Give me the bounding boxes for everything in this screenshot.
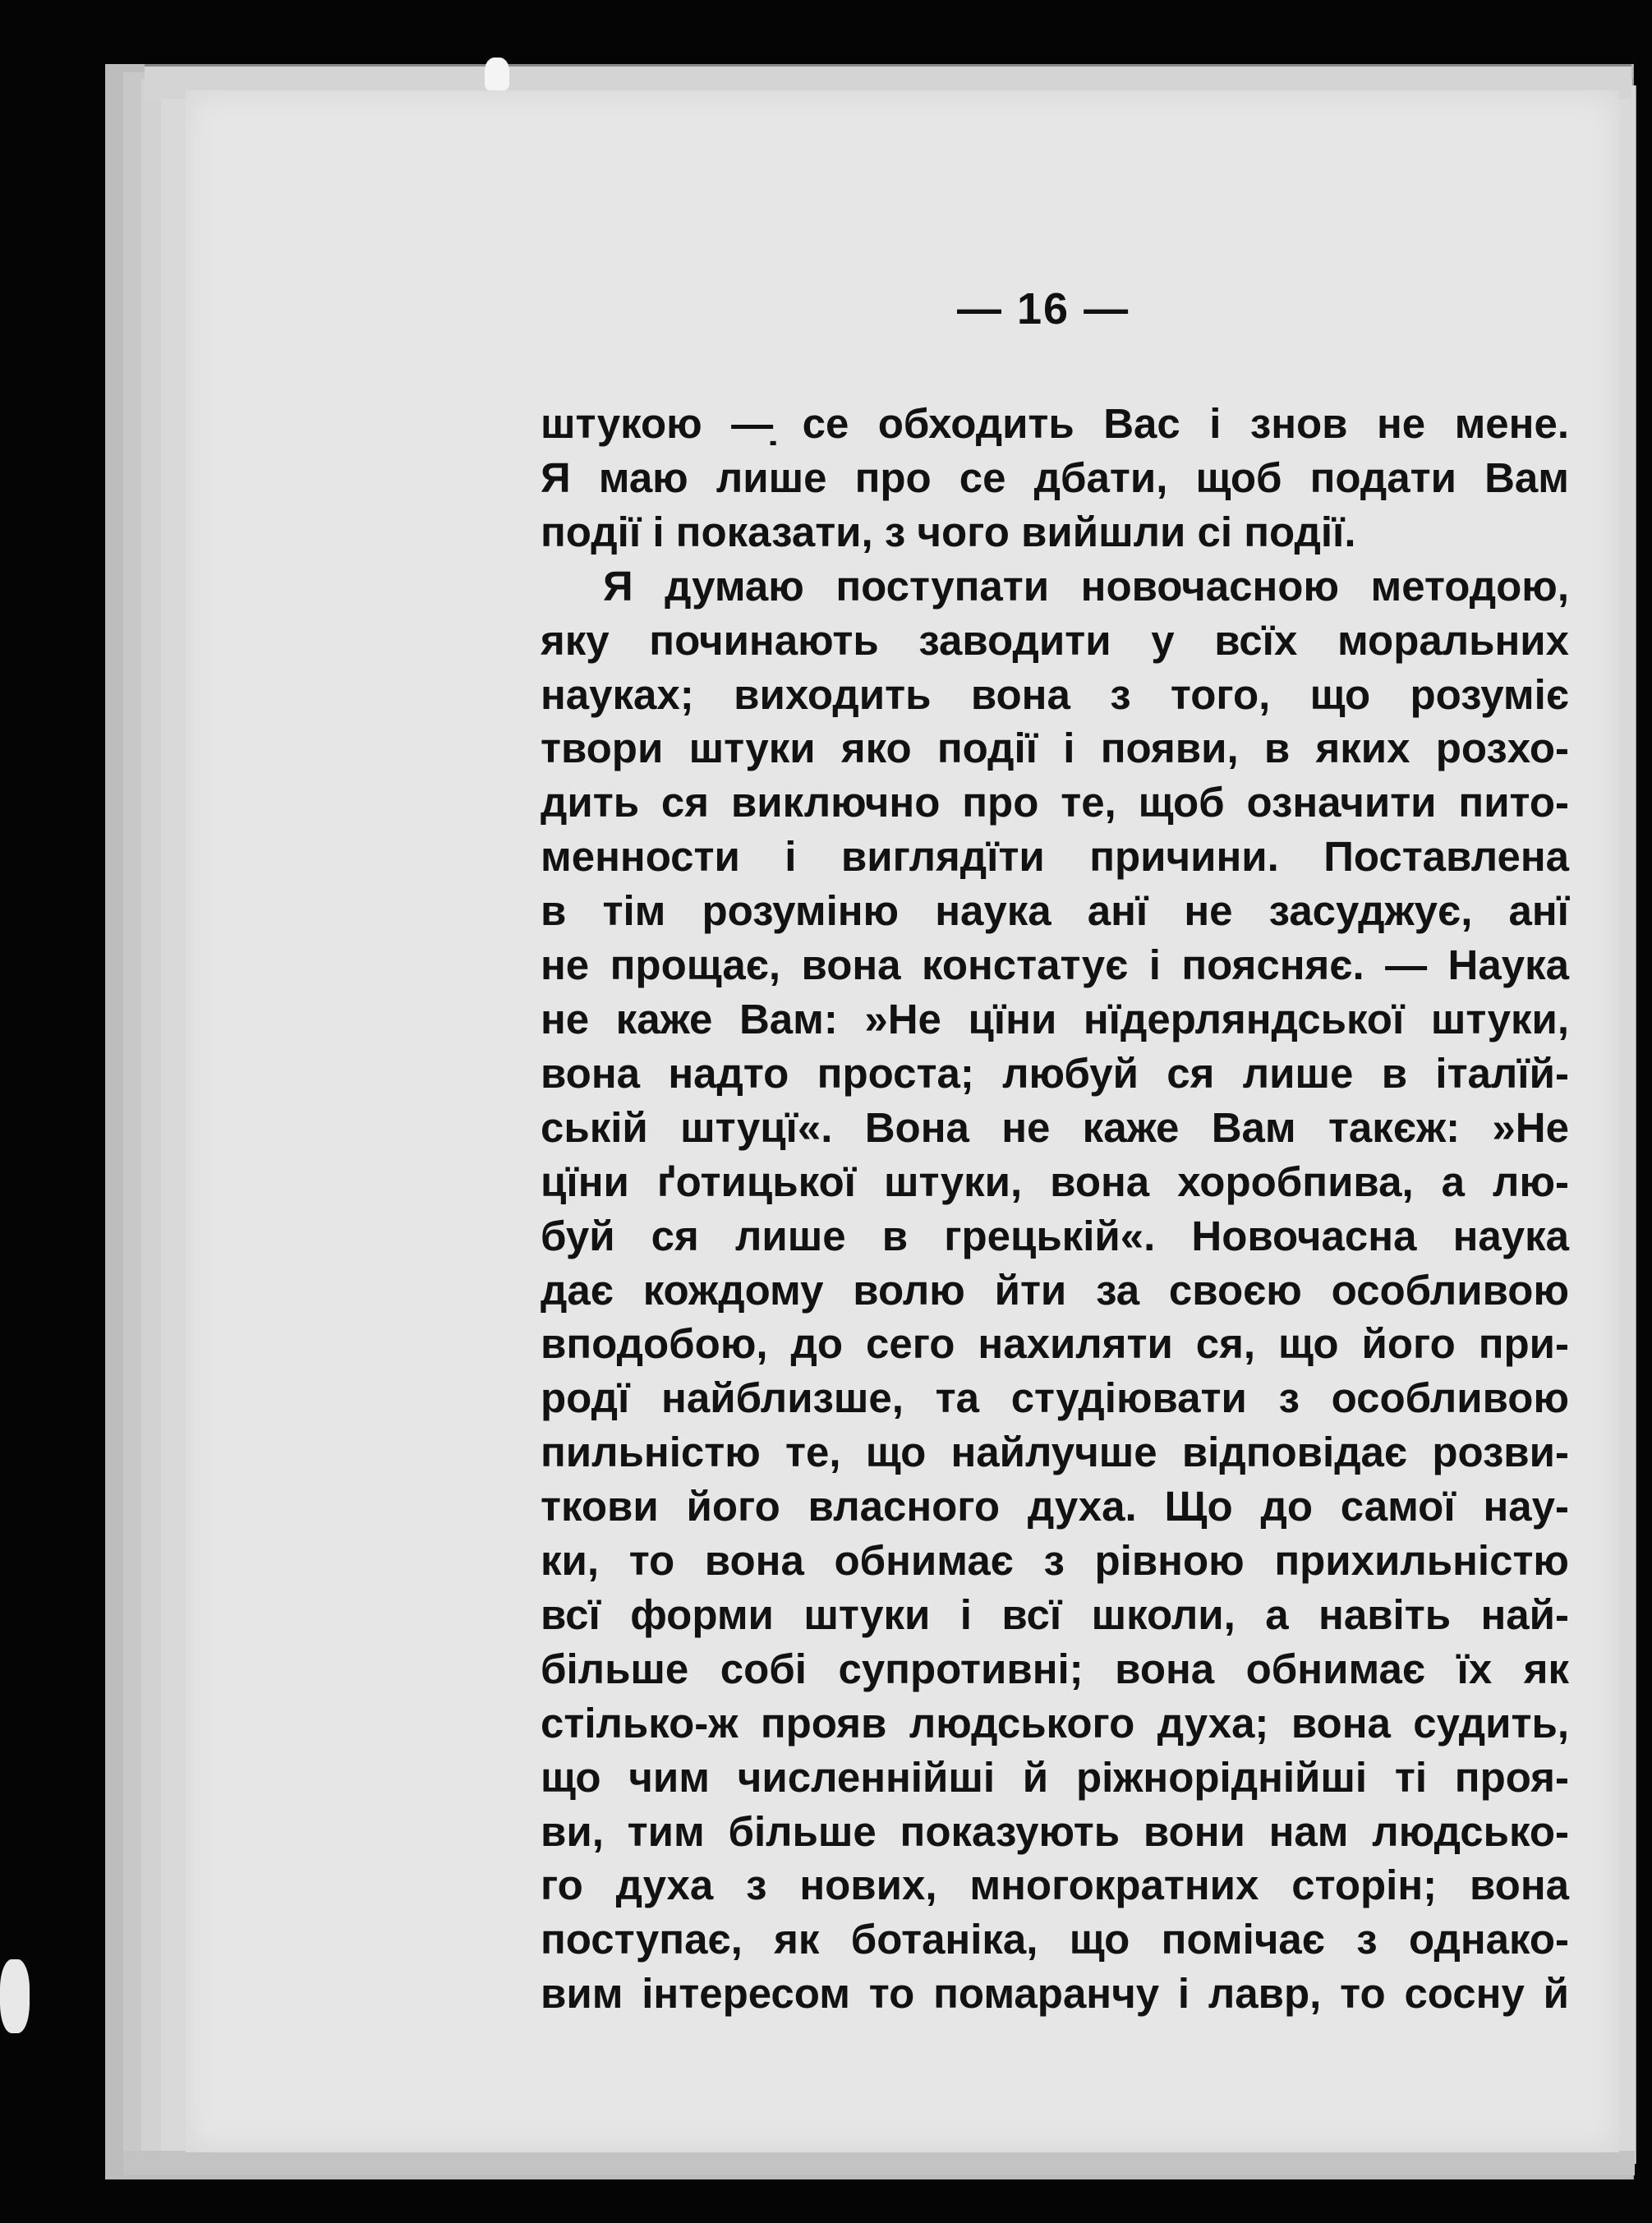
scan-artifact bbox=[0, 1959, 30, 2033]
text-line: штукою —̣ се обходить Вас і знов не мене. bbox=[541, 400, 1569, 447]
text-line: більше собі супротивні; вона обнимає їх як bbox=[541, 1645, 1569, 1692]
text-line: події і показати, з чого вийшли сі події. bbox=[541, 508, 1356, 555]
text-line: дить ся виключно про те, щоб означити пито- bbox=[541, 779, 1569, 826]
text-line: пильністю те, що найлучше відповідає розви- bbox=[541, 1429, 1569, 1476]
text-line: родї найблизше, та студіювати з особливою bbox=[541, 1374, 1569, 1422]
text-line: ки, то вона обнимає з рівною прихильністю bbox=[541, 1537, 1569, 1585]
text-line: не каже Вам: »Не цїни нїдерляндської штуки, bbox=[541, 995, 1569, 1042]
text-line: вим інтересом то помаранчу і лавр, то сосну й bbox=[541, 1970, 1569, 2018]
text-line: дає кождому волю йти за своєю особливою bbox=[541, 1266, 1569, 1314]
text-line: яку починають заводити у всїх моральних bbox=[541, 616, 1569, 664]
text-line: поступає, як ботаніка, що помічає з однако- bbox=[541, 1916, 1569, 1963]
text-line: Я маю лише про се дбати, щоб подати Вам bbox=[541, 453, 1569, 501]
text-line: що чим численнійші й ріжноріднійші ті проя- bbox=[541, 1753, 1569, 1801]
text-line: ви, тим більше показують вони нам людсько- bbox=[541, 1807, 1569, 1855]
text-line: Я думаю поступати новочасною методою, bbox=[603, 562, 1569, 610]
text-line: вона надто проста; любуй ся лише в італїй- bbox=[541, 1049, 1569, 1097]
text-line: вподобою, до сего нахиляти ся, що його при- bbox=[541, 1320, 1569, 1368]
text-line: науках; виходить вона з того, що розуміє bbox=[541, 670, 1569, 718]
text-line: в тім розуміню наука анї не засуджує, анї bbox=[541, 887, 1569, 935]
text-line: не прощає, вона констатує і поясняє. — Наука bbox=[541, 941, 1569, 989]
text-line: го духа з нових, многократних сторін; вона bbox=[541, 1862, 1569, 1909]
page-bottom-edge bbox=[123, 2151, 1635, 2175]
body-text bbox=[541, 397, 1569, 2021]
page-number: — 16 — bbox=[957, 284, 1130, 334]
text-line: ткови його власного духа. Що до самої нау- bbox=[541, 1483, 1569, 1530]
text-line: стілько-ж прояв людського духа; вона судить, bbox=[541, 1699, 1569, 1747]
text-line: цїни ґотицької штуки, вона хоробпива, а лю- bbox=[541, 1158, 1569, 1205]
text-line: менности і виглядїти причини. Поставлена bbox=[541, 833, 1569, 881]
text-line: ській штуцї«. Вона не каже Вам такєж: »Не bbox=[541, 1103, 1569, 1151]
text-line: твори штуки яко події і появи, в яких розхо- bbox=[541, 725, 1569, 772]
text-line: всї форми штуки і всї школи, а навіть най- bbox=[541, 1590, 1569, 1638]
paper-tear-mark bbox=[485, 58, 509, 90]
text-line: буй ся лише в грецькій«. Новочасна наука bbox=[541, 1212, 1569, 1259]
